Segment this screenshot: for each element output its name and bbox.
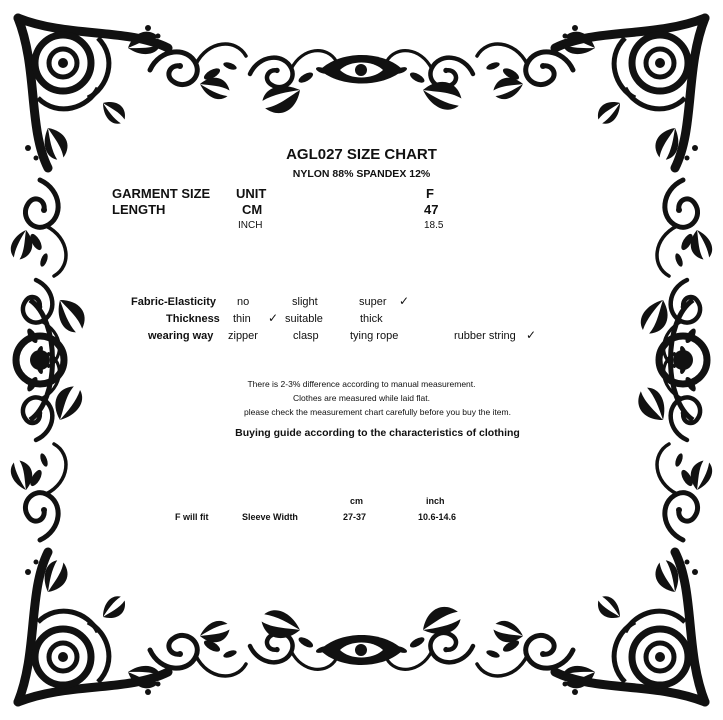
wearing-option-tying-rope: tying rope [350, 330, 399, 342]
guide-measure-name: Sleeve Width [242, 512, 298, 522]
guide-inch-value: 10.6-14.6 [418, 512, 457, 522]
length-inch-value: 18.5 [424, 220, 444, 231]
note-line: please check the measurement chart carefully before you buy the item. [244, 407, 511, 417]
label-fabric-elasticity: Fabric-Elasticity [131, 296, 216, 308]
wearing-option-clasp: clasp [293, 330, 319, 342]
row-label-length: LENGTH [112, 202, 166, 217]
guide-header-inch: inch [426, 496, 445, 506]
thickness-check-icon: ✓ [268, 311, 279, 325]
label-wearing-way: wearing way [148, 330, 214, 342]
thickness-option-suitable: suitable [285, 313, 323, 325]
chart-title: AGL027 SIZE CHART [286, 146, 437, 163]
wearing-check-icon: ✓ [526, 328, 537, 342]
unit-cm: CM [242, 202, 263, 217]
label-thickness: Thickness [166, 313, 220, 325]
guide-row-label: F will fit [175, 512, 209, 522]
elasticity-option-no: no [237, 296, 250, 308]
header-size-f: F [426, 186, 434, 201]
guide-header-cm: cm [350, 496, 364, 506]
elasticity-check-icon: ✓ [399, 294, 410, 308]
guide-cm-value: 27-37 [343, 512, 367, 522]
thickness-option-thick: thick [360, 313, 383, 325]
note-line: There is 2-3% difference according to manual measurement. [247, 379, 476, 389]
note-line: Clothes are measured while laid flat. [292, 393, 430, 403]
header-unit: UNIT [236, 186, 267, 201]
thickness-option-thin: thin [233, 313, 251, 325]
length-cm-value: 47 [424, 202, 439, 217]
unit-inch: INCH [238, 220, 263, 231]
elasticity-option-super: super [359, 296, 387, 308]
material-composition: NYLON 88% SPANDEX 12% [292, 168, 431, 180]
buying-guide-title: Buying guide according to the characteristics of clothing [235, 427, 520, 439]
header-garment-size: GARMENT SIZE [112, 186, 211, 201]
elasticity-option-slight: slight [292, 296, 318, 308]
wearing-option-rubber-string: rubber string [454, 330, 516, 342]
wearing-option-zipper: zipper [228, 330, 258, 342]
